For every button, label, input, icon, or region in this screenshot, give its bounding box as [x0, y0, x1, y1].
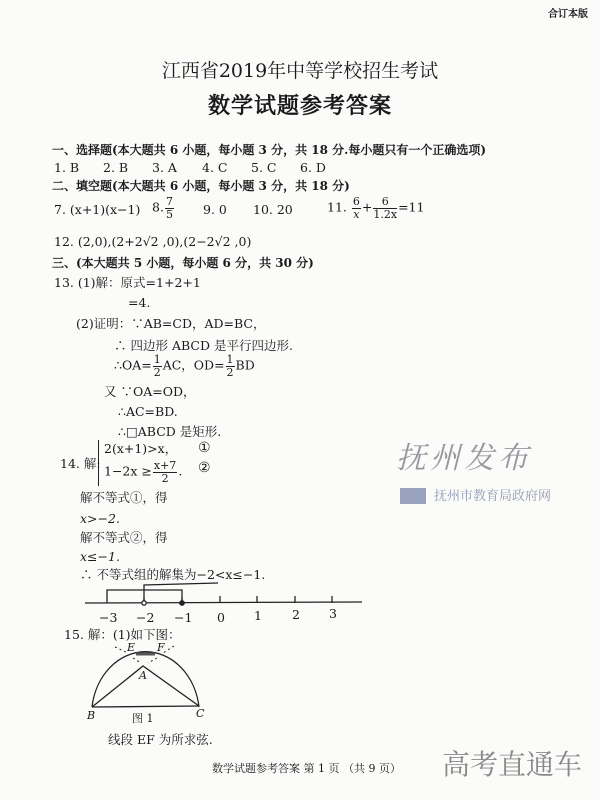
q14-step-2: x>−2. — [80, 511, 120, 526]
q13-line-3: (2)证明：∵AB=CD，AD=BC， — [76, 316, 266, 331]
ineq2-prefix: 1−2x ≥ — [104, 463, 152, 479]
tick-label: 0 — [217, 610, 225, 625]
q11-tail: =11 — [398, 199, 425, 215]
answer-10: 10. 20 — [253, 202, 293, 217]
q11-label: 11. — [327, 199, 347, 215]
stamp-logo — [396, 488, 552, 506]
figure-caption: 图 1 — [132, 712, 154, 725]
answer-5: 5. C — [251, 160, 277, 175]
stamp-title: 抚州发布 — [396, 441, 532, 476]
point-e: E — [127, 641, 136, 654]
denominator: 1.2x — [373, 207, 398, 221]
answer-3: 3. A — [152, 160, 177, 175]
section1-header: 一、选择题(本大题共 6 小题，每小题 3 分，共 18 分.每小题只有一个正确选项) — [52, 143, 487, 157]
q15-label: 15. 解：(1)如下图： — [64, 627, 181, 642]
plus: + — [361, 199, 373, 215]
q15-conclusion: 线段 EF 为所求弦. — [108, 732, 213, 747]
q13-line-7: ∴□ABCD 是矩形. — [118, 424, 222, 439]
q13-line-6: ∴AC=BD. — [118, 404, 178, 419]
numerator: x+7 — [153, 459, 177, 472]
title-line2: 数学试题参考答案 — [207, 93, 392, 119]
denominator: 2 — [161, 471, 169, 485]
answer-2: 2. B — [103, 160, 129, 175]
oa-prefix: ∴OA= — [114, 357, 152, 373]
denominator: x — [353, 207, 360, 221]
tick-label: 3 — [329, 606, 337, 621]
oa-tail: BD — [235, 357, 255, 373]
stamp-subtitle: 抚州市教育局政府网 — [434, 489, 552, 504]
answer-4: 4. C — [202, 160, 228, 175]
numerator: 6 — [352, 195, 360, 208]
stamp — [396, 441, 552, 506]
numerator: 7 — [165, 195, 173, 208]
q13-line-4: ∴ 四边形 ABCD 是平行四边形. — [114, 338, 293, 353]
q14-mark1: ① — [198, 440, 211, 456]
oa-mid: AC，OD= — [162, 357, 225, 373]
edition-label: 合订本版 — [548, 9, 588, 20]
denominator: 2 — [226, 365, 234, 379]
q14-label: 14. 解: — [60, 456, 101, 471]
number-line — [85, 583, 362, 605]
answer-1: 1. B — [54, 160, 80, 175]
solution-bracket-right — [144, 583, 218, 603]
answer-6: 6. D — [300, 160, 326, 175]
answer-12: 12. (2,0),(2+2√2 ,0),(2−2√2 ,0) — [54, 234, 252, 249]
point-f: F — [157, 641, 165, 654]
q14-step-3: 解不等式②，得 — [80, 530, 168, 545]
q14-step-1: 解不等式①，得 — [80, 490, 168, 505]
point-a: A — [139, 669, 147, 682]
closed-point — [180, 601, 184, 605]
point-b: B — [87, 709, 96, 722]
point-c: C — [196, 707, 205, 720]
open-point — [142, 601, 146, 605]
page-footer: 数学试题参考答案 第 1 页 （共 9 页） — [212, 762, 401, 775]
tick-label: 2 — [292, 607, 300, 622]
watermark: 高考直通车 — [442, 748, 583, 781]
numerator: 1 — [226, 353, 234, 366]
q8-label: 8. — [152, 199, 164, 215]
tick-label: −3 — [99, 610, 118, 625]
section2-header: 二、填空题(本大题共 6 小题，每小题 3 分，共 18 分) — [52, 179, 350, 193]
q14-step-4: x≤−1. — [80, 549, 120, 564]
numerator: 6 — [373, 196, 397, 209]
logo-icon — [400, 488, 426, 504]
ineq2-tail: . — [178, 463, 183, 479]
q13-line-2: =4. — [128, 295, 151, 310]
numerator: 1 — [153, 353, 161, 366]
denominator: 2 — [153, 365, 161, 379]
tick-label: −2 — [136, 610, 155, 625]
q13-line-1: 13. (1)解：原式=1+2+1 — [54, 275, 201, 290]
tick-label: −1 — [174, 610, 193, 625]
q14-mark2: ② — [198, 460, 211, 476]
q13-line-5: 又 ∵OA=OD， — [104, 384, 196, 399]
denominator: 5 — [165, 207, 173, 221]
answer-9: 9. 0 — [203, 202, 227, 217]
answer-7: 7. (x+1)(x−1) — [54, 202, 141, 217]
section3-header: 三、(本大题共 5 小题，每小题 6 分，共 30 分) — [52, 256, 314, 270]
tick-label: 1 — [254, 608, 262, 623]
q14-ineq1: 2(x+1)>x， — [104, 441, 178, 456]
title-line1: 江西省2019年中等学校招生考试 — [161, 60, 439, 82]
q14-step-5: ∴ 不等式组的解集为−2<x≤−1. — [80, 567, 266, 582]
